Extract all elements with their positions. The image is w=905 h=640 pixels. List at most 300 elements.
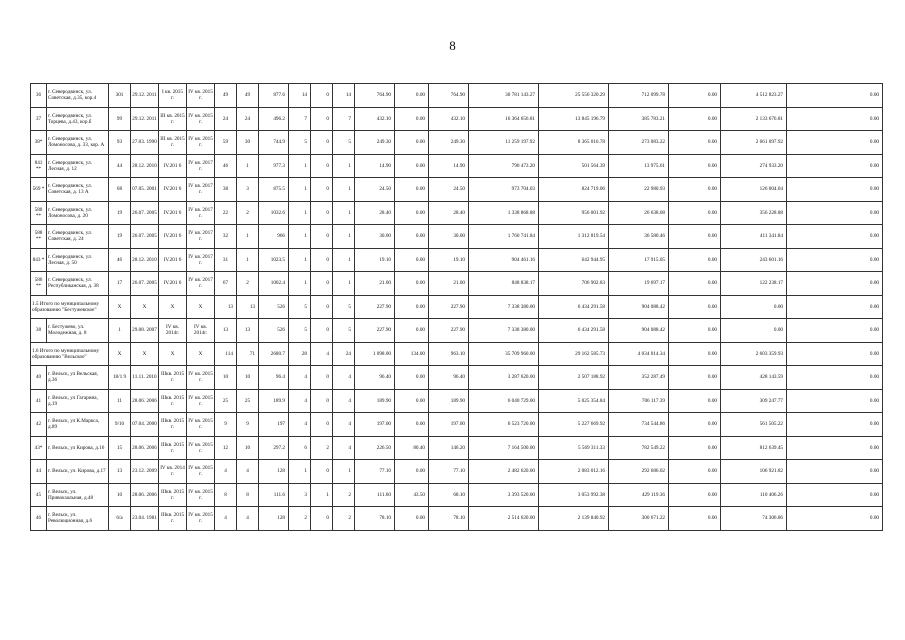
cell-fund-share: 5 569 311.33 — [539, 436, 609, 460]
cell-other-funds: 0.00 — [787, 507, 883, 531]
cell-address: г. Бестужево, ул. Молодежная, д. 8 — [47, 319, 109, 343]
cell-apartments-private: 0 — [311, 84, 333, 108]
cell-cost-total: 7 338 380.00 — [469, 319, 539, 343]
cell-apartments-municipal: 1 — [333, 178, 355, 202]
cell-relocation-start: IV.201 6 — [159, 154, 187, 178]
cell-address: г. Северодвинск, ул. Ломоносова, д. 33, кор. А — [47, 131, 109, 155]
cell-apartments-municipal: 1 — [333, 201, 355, 225]
cell-recognition-date: 26.07. 2005 — [131, 272, 159, 296]
cell-apartments-private: 0 — [311, 460, 333, 484]
cell-relocation-end: IV кв. 2017 г. — [187, 178, 215, 202]
cell-area-private: 134.00 — [395, 342, 429, 366]
cell-total-area: 496.2 — [259, 107, 289, 131]
cell-local-share: 0.00 — [669, 389, 721, 413]
cell-relocated-count: 8 — [237, 483, 259, 507]
subtotal-label: 1.5 Итого по муниципальному образованию "Бестужевское" — [31, 295, 109, 319]
cell-area-total: 78.10 — [355, 507, 395, 531]
cell-apartments-total: 4 — [289, 366, 311, 390]
cell-area-municipal: 30.00 — [429, 225, 469, 249]
cell-row-number: 40 — [31, 366, 47, 390]
cell-area-private: 43.50 — [395, 483, 429, 507]
cell-relocated-count: 71 — [237, 342, 259, 366]
cell-area-municipal: 146.20 — [429, 436, 469, 460]
cell-area-total: 249.30 — [355, 131, 395, 155]
cell-row-number: 42 — [31, 413, 47, 437]
cell-building-number: 44 — [109, 154, 131, 178]
cell-address: г. Вельск, ул Кирова, д.16 — [47, 436, 109, 460]
cell-regional-share: 22 980.93 — [609, 178, 669, 202]
cell-building-number: 9/10 — [109, 413, 131, 437]
cell-extra-funds: 274 933.20 — [721, 154, 787, 178]
cell-recognition-date: 29.08. 2007 — [131, 319, 159, 343]
cell-other-funds: 0.00 — [787, 225, 883, 249]
cell-area-total: 764.90 — [355, 84, 395, 108]
cell-area-municipal: 227.90 — [429, 295, 469, 319]
cell-apartments-private: 0 — [311, 131, 333, 155]
cell-apartments-total: 1 — [289, 460, 311, 484]
cell-apartments-municipal: 1 — [333, 248, 355, 272]
cell-area-private: 80.40 — [395, 436, 429, 460]
cell-cost-total: 6 523 720.00 — [469, 413, 539, 437]
table-row — [31, 413, 883, 437]
housing-register-table — [30, 83, 883, 531]
cell-area-total: 432.10 — [355, 107, 395, 131]
cell-relocation-start: IV кв. 2014г. — [159, 319, 187, 343]
cell-cost-total: 1 760 741.84 — [469, 225, 539, 249]
cell-local-share: 0.00 — [669, 131, 721, 155]
cell-total-area: 128 — [259, 507, 289, 531]
cell-fund-share: 6 434 291.58 — [539, 295, 609, 319]
cell-total-area: 1032.6 — [259, 201, 289, 225]
cell-regional-share: 904 088.42 — [609, 295, 669, 319]
cell-row-number: 588 ** — [31, 225, 47, 249]
cell-regional-share: 734 544.86 — [609, 413, 669, 437]
table-row — [31, 436, 883, 460]
cell-residents-count: 10 — [215, 366, 237, 390]
cell-area-municipal: 764.90 — [429, 84, 469, 108]
cell-relocation-start: IV кв. 2014 г. — [159, 460, 187, 484]
cell-address: г. Вельск, ул. Революционная, д.6 — [47, 507, 109, 531]
table-row — [31, 131, 883, 155]
cell-residents-count: 13 — [215, 295, 237, 319]
cell-relocation-end: IV кв. 2015 г. — [187, 389, 215, 413]
cell-relocated-count: 49 — [237, 84, 259, 108]
cell-building-number: 93 — [109, 131, 131, 155]
cell-cost-total: 7 338 380.00 — [469, 295, 539, 319]
cell-apartments-municipal: 4 — [333, 366, 355, 390]
cell-relocation-start: III кв. 2015 г. — [159, 131, 187, 155]
cell-local-share: 0.00 — [669, 483, 721, 507]
cell-recognition-date: 28.06. 2006 — [131, 483, 159, 507]
cell-area-municipal: 96.40 — [429, 366, 469, 390]
cell-recognition-date: 23.12. 2009 — [131, 460, 159, 484]
cell-address: г. Северодвинск, ул. Ломоносова, д. 20 — [47, 201, 109, 225]
cell-apartments-private: 0 — [311, 201, 333, 225]
cell-extra-funds: 74 306.86 — [721, 507, 787, 531]
cell-extra-funds: 561 505.22 — [721, 413, 787, 437]
cell-area-total: 1 098.00 — [355, 342, 395, 366]
cell-relocated-count: 9 — [237, 413, 259, 437]
cell-area-private: 0.00 — [395, 248, 429, 272]
cell-relocation-end: IV кв. 2017 г. — [187, 225, 215, 249]
cell-extra-funds: 356 228.88 — [721, 201, 787, 225]
cell-building-number: 19 — [109, 201, 131, 225]
cell-cost-total: 790 473.20 — [469, 154, 539, 178]
cell-local-share: 0.00 — [669, 366, 721, 390]
cell-apartments-private: 0 — [311, 154, 333, 178]
cell-row-number: 36 — [31, 84, 47, 108]
cell-regional-share: 13 975.61 — [609, 154, 669, 178]
cell-apartments-private: 0 — [311, 107, 333, 131]
cell-total-area: 2680.7 — [259, 342, 289, 366]
cell-fund-share: 6 434 291.58 — [539, 319, 609, 343]
cell-area-municipal: 21.00 — [429, 272, 469, 296]
cell-area-total: 96.40 — [355, 366, 395, 390]
cell-building-number: 19 — [109, 225, 131, 249]
cell-local-share: 0.00 — [669, 342, 721, 366]
cell-apartments-total: 28 — [289, 342, 311, 366]
cell-apartments-private: 0 — [311, 295, 333, 319]
cell-total-area: 977.3 — [259, 154, 289, 178]
table-row — [31, 507, 883, 531]
cell-apartments-total: 1 — [289, 201, 311, 225]
cell-fund-share: 1 312 819.54 — [539, 225, 609, 249]
cell-area-municipal: 963.10 — [429, 342, 469, 366]
cell-relocation-start: III кв. 2015 г. — [159, 107, 187, 131]
table-row — [31, 366, 883, 390]
cell-residents-count: 22 — [215, 201, 237, 225]
cell-area-municipal: 77.10 — [429, 460, 469, 484]
cell-fund-share: 501 564.39 — [539, 154, 609, 178]
cell-local-share: 0.00 — [669, 178, 721, 202]
cell-relocation-start: IIIкв. 2015 г. — [159, 389, 187, 413]
cell-apartments-municipal: 2 — [333, 483, 355, 507]
cell-relocation-start: IV.201 6 — [159, 225, 187, 249]
cell-apartments-total: 1 — [289, 248, 311, 272]
cell-residents-count: 46 — [215, 154, 237, 178]
cell-area-total: 189.90 — [355, 389, 395, 413]
cell-row-number: 580 ** — [31, 201, 47, 225]
cell-total-area: 966 — [259, 225, 289, 249]
cell-local-share: 0.00 — [669, 507, 721, 531]
cell-cost-total: 2 482 620.00 — [469, 460, 539, 484]
cell-area-total: 197.00 — [355, 413, 395, 437]
cell-extra-funds: 110 406.26 — [721, 483, 787, 507]
cell-regional-share: 385 783.21 — [609, 107, 669, 131]
cell-residents-count: 38 — [215, 178, 237, 202]
cell-building-number: 99 — [109, 107, 131, 131]
cell-local-share: 0.00 — [669, 248, 721, 272]
cell-apartments-private: 0 — [311, 248, 333, 272]
cell-regional-share: 19 697.17 — [609, 272, 669, 296]
cell-apartments-municipal: 4 — [333, 413, 355, 437]
cell-regional-share: 292 686.02 — [609, 460, 669, 484]
cell-extra-funds: 812 639.45 — [721, 436, 787, 460]
cell-recognition-date: 07.04. 2000 — [131, 413, 159, 437]
cell-other-funds: 0.00 — [787, 413, 883, 437]
cell-apartments-private: 0 — [311, 225, 333, 249]
cell-relocation-end: X — [187, 295, 215, 319]
cell-total-area: 297.2 — [259, 436, 289, 460]
cell-recognition-date: 29.12. 2011 — [131, 84, 159, 108]
cell-apartments-private: 0 — [311, 389, 333, 413]
cell-address: г. Северодвинск, ул. Лесная, д. 12 — [47, 154, 109, 178]
cell-extra-funds: 4 512 823.27 — [721, 84, 787, 108]
cell-fund-share: 2 139 840.92 — [539, 507, 609, 531]
cell-area-private: 0.00 — [395, 107, 429, 131]
cell-apartments-municipal: 4 — [333, 389, 355, 413]
cell-other-funds: 0.00 — [787, 84, 883, 108]
table-row — [31, 248, 883, 272]
cell-area-private: 0.00 — [395, 84, 429, 108]
cell-relocation-end: X — [187, 342, 215, 366]
cell-extra-funds: 106 921.82 — [721, 460, 787, 484]
cell-local-share: 0.00 — [669, 295, 721, 319]
cell-area-total: 19.10 — [355, 248, 395, 272]
cell-building-number: 6/а — [109, 507, 131, 531]
cell-area-total: 227.90 — [355, 319, 395, 343]
cell-local-share: 0.00 — [669, 225, 721, 249]
cell-relocated-count: 2 — [237, 272, 259, 296]
cell-total-area: 1002.4 — [259, 272, 289, 296]
cell-relocated-count: 4 — [237, 507, 259, 531]
cell-area-municipal: 197.00 — [429, 413, 469, 437]
table-row — [31, 460, 883, 484]
table-row — [31, 389, 883, 413]
cell-relocation-end: IV кв. 2015 г. — [187, 507, 215, 531]
table-row — [31, 272, 883, 296]
cell-cost-total: 30 781 143.27 — [469, 84, 539, 108]
cell-row-number: 569 * — [31, 178, 47, 202]
cell-area-private: 0.00 — [395, 460, 429, 484]
cell-building-number: 68 — [109, 178, 131, 202]
cell-apartments-total: 4 — [289, 389, 311, 413]
page-number: 8 — [449, 38, 456, 53]
cell-apartments-private: 0 — [311, 272, 333, 296]
cell-regional-share: 17 915.05 — [609, 248, 669, 272]
cell-relocated-count: 4 — [237, 460, 259, 484]
cell-relocated-count: 2 — [237, 201, 259, 225]
cell-recognition-date: 11.11. 2010 — [131, 366, 159, 390]
cell-apartments-municipal: 1 — [333, 272, 355, 296]
cell-apartments-municipal: 1 — [333, 154, 355, 178]
cell-total-area: 197 — [259, 413, 289, 437]
cell-residents-count: 12 — [215, 436, 237, 460]
cell-cost-total: 904 461.16 — [469, 248, 539, 272]
cell-address: г. Северодвинск, ул. Республиканская, д. 38 — [47, 272, 109, 296]
cell-recognition-date: 28.12. 2010 — [131, 248, 159, 272]
cell-cost-total: 2 514 620.00 — [469, 507, 539, 531]
cell-total-area: 744.9 — [259, 131, 289, 155]
cell-other-funds: 0.00 — [787, 436, 883, 460]
cell-fund-share: 824 719.06 — [539, 178, 609, 202]
cell-recognition-date: 28.06. 2006 — [131, 436, 159, 460]
cell-area-municipal: 249.30 — [429, 131, 469, 155]
cell-other-funds: 0.00 — [787, 295, 883, 319]
cell-total-area: 526 — [259, 295, 289, 319]
cell-fund-share: 706 902.83 — [539, 272, 609, 296]
cell-other-funds: 0.00 — [787, 107, 883, 131]
cell-area-total: 111.60 — [355, 483, 395, 507]
cell-relocated-count: 1 — [237, 225, 259, 249]
cell-address: г. Северодвинск, ул. Лесная, д. 50 — [47, 248, 109, 272]
cell-area-municipal: 24.50 — [429, 178, 469, 202]
cell-residents-count: 31 — [215, 248, 237, 272]
cell-relocated-count: 10 — [237, 436, 259, 460]
cell-building-number: 1 — [109, 319, 131, 343]
cell-residents-count: 67 — [215, 272, 237, 296]
cell-area-private: 0.00 — [395, 225, 429, 249]
cell-regional-share: 782 549.22 — [609, 436, 669, 460]
cell-row-number: 38 — [31, 319, 47, 343]
cell-residents-count: 59 — [215, 131, 237, 155]
cell-total-area: 111.6 — [259, 483, 289, 507]
cell-fund-share: 29 162 585.73 — [539, 342, 609, 366]
cell-building-number: X — [109, 342, 131, 366]
cell-building-number: 18/1 9 — [109, 366, 131, 390]
cell-building-number: 10 — [109, 483, 131, 507]
cell-address: г. Вельск, ул. Кирова, д.17 — [47, 460, 109, 484]
cell-local-share: 0.00 — [669, 272, 721, 296]
cell-apartments-private: 0 — [311, 319, 333, 343]
cell-address: г. Вельск, ул. Привокзальная, д.48 — [47, 483, 109, 507]
cell-cost-total: 35 709 960.00 — [469, 342, 539, 366]
cell-address: г. Вельск, ул Вельская, д.36 — [47, 366, 109, 390]
cell-relocated-count: 13 — [237, 295, 259, 319]
table-row — [31, 154, 883, 178]
cell-row-number: 44 — [31, 460, 47, 484]
cell-area-total: 14.90 — [355, 154, 395, 178]
cell-recognition-date: X — [131, 342, 159, 366]
cell-apartments-total: 2 — [289, 507, 311, 531]
cell-regional-share: 300 671.22 — [609, 507, 669, 531]
cell-area-private: 0.00 — [395, 272, 429, 296]
cell-relocation-start: X — [159, 295, 187, 319]
table-row — [31, 225, 883, 249]
cell-apartments-municipal: 1 — [333, 225, 355, 249]
cell-recognition-date: 28.12. 2010 — [131, 154, 159, 178]
cell-relocation-end: IV кв. 2015 г. — [187, 413, 215, 437]
cell-total-area: 877.6 — [259, 84, 289, 108]
cell-residents-count: 9 — [215, 413, 237, 437]
subtotal-row — [31, 295, 883, 319]
cell-relocation-start: IIIкв. 2015 г. — [159, 366, 187, 390]
cell-area-municipal: 68.10 — [429, 483, 469, 507]
cell-building-number: 13 — [109, 460, 131, 484]
cell-apartments-total: 1 — [289, 154, 311, 178]
cell-residents-count: 32 — [215, 225, 237, 249]
cell-other-funds: 0.00 — [787, 319, 883, 343]
cell-apartments-municipal: 5 — [333, 319, 355, 343]
cell-extra-funds: 126 004.04 — [721, 178, 787, 202]
cell-row-number: 37 — [31, 107, 47, 131]
cell-relocation-end: IV кв. 2017 г. — [187, 201, 215, 225]
cell-building-number: 301 — [109, 84, 131, 108]
cell-area-total: 227.90 — [355, 295, 395, 319]
cell-relocation-end: IV кв. 2017 г. — [187, 154, 215, 178]
cell-relocation-start: IIIкв. 2015 г. — [159, 483, 187, 507]
table-row — [31, 84, 883, 108]
cell-other-funds: 0.00 — [787, 366, 883, 390]
cell-relocated-count: 25 — [237, 389, 259, 413]
cell-fund-share: 2 507 188.92 — [539, 366, 609, 390]
cell-fund-share: 5 025 354.84 — [539, 389, 609, 413]
cell-area-private: 0.00 — [395, 413, 429, 437]
cell-apartments-municipal: 1 — [333, 460, 355, 484]
cell-apartments-municipal: 2 — [333, 507, 355, 531]
cell-row-number: 843 * — [31, 248, 47, 272]
cell-recognition-date: 29.12. 2011 — [131, 107, 159, 131]
cell-area-total: 226.50 — [355, 436, 395, 460]
cell-building-number: 46 — [109, 248, 131, 272]
cell-area-total: 28.40 — [355, 201, 395, 225]
cell-recognition-date: 28.06. 2006 — [131, 389, 159, 413]
cell-cost-total: 11 259 197.92 — [469, 131, 539, 155]
table-row — [31, 483, 883, 507]
cell-area-municipal: 189.90 — [429, 389, 469, 413]
cell-apartments-private: 0 — [311, 178, 333, 202]
cell-apartments-private: 0 — [311, 413, 333, 437]
cell-area-private: 0.00 — [395, 178, 429, 202]
cell-relocation-end: IV кв. 2017 г. — [187, 272, 215, 296]
cell-extra-funds: 122 238.17 — [721, 272, 787, 296]
cell-apartments-private: 2 — [311, 436, 333, 460]
cell-recognition-date: 23.04. 1981 — [131, 507, 159, 531]
cell-local-share: 0.00 — [669, 154, 721, 178]
cell-apartments-municipal: 7 — [333, 107, 355, 131]
cell-local-share: 0.00 — [669, 319, 721, 343]
cell-address: г. Вельск, ул К.Маркса, д.89 — [47, 413, 109, 437]
cell-extra-funds: 0.00 — [721, 295, 787, 319]
cell-apartments-total: 14 — [289, 84, 311, 108]
subtotal-row — [31, 342, 883, 366]
cell-relocation-start: IIIкв. 2015 г. — [159, 507, 187, 531]
cell-address: г. Северодвинск, ул. Советская, д.35, кор.4 — [47, 84, 109, 108]
cell-apartments-total: 7 — [289, 107, 311, 131]
cell-relocation-end: IV кв. 2014г. — [187, 319, 215, 343]
cell-area-private: 0.00 — [395, 366, 429, 390]
cell-relocation-start: X — [159, 342, 187, 366]
cell-other-funds: 0.00 — [787, 201, 883, 225]
cell-apartments-private: 4 — [311, 342, 333, 366]
cell-extra-funds: 2 661 097.92 — [721, 131, 787, 155]
cell-regional-share: 352 287.49 — [609, 366, 669, 390]
cell-relocation-start: I кв. 2015 г. — [159, 84, 187, 108]
cell-recognition-date: X — [131, 295, 159, 319]
cell-total-area: 189.9 — [259, 389, 289, 413]
cell-extra-funds: 243 601.16 — [721, 248, 787, 272]
cell-total-area: 1023.5 — [259, 248, 289, 272]
cell-area-total: 77.10 — [355, 460, 395, 484]
cell-row-number: 841 ** — [31, 154, 47, 178]
cell-other-funds: 0.00 — [787, 389, 883, 413]
cell-total-area: 128 — [259, 460, 289, 484]
cell-other-funds: 0.00 — [787, 154, 883, 178]
cell-residents-count: 13 — [215, 319, 237, 343]
cell-relocated-count: 13 — [237, 319, 259, 343]
cell-total-area: 526 — [259, 319, 289, 343]
cell-area-municipal: 432.10 — [429, 107, 469, 131]
cell-relocation-end: IV кв. 2015 г. — [187, 483, 215, 507]
cell-apartments-total: 5 — [289, 319, 311, 343]
cell-apartments-municipal: 5 — [333, 131, 355, 155]
cell-apartments-total: 6 — [289, 436, 311, 460]
cell-other-funds: 0.00 — [787, 272, 883, 296]
cell-area-municipal: 14.90 — [429, 154, 469, 178]
cell-residents-count: 49 — [215, 84, 237, 108]
cell-cost-total: 7 164 500.00 — [469, 436, 539, 460]
cell-relocation-end: IV кв. 2015 г. — [187, 84, 215, 108]
